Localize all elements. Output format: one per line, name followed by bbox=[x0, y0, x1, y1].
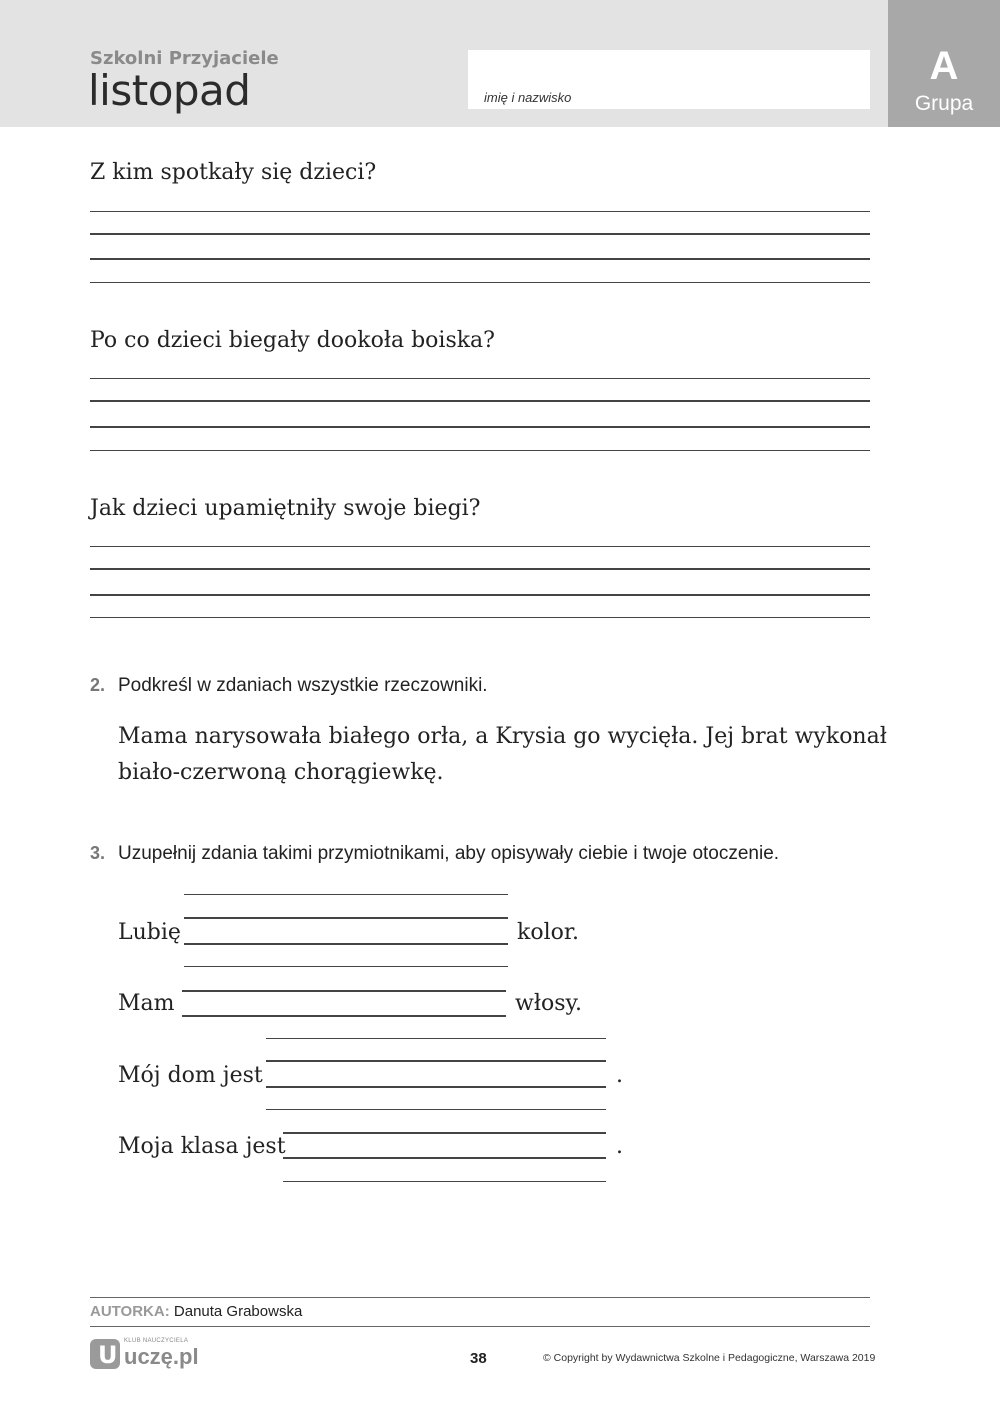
fill-line[interactable] bbox=[266, 1109, 606, 1110]
answer-line[interactable] bbox=[90, 211, 870, 212]
fill-line[interactable] bbox=[184, 943, 508, 945]
fill-line[interactable] bbox=[182, 1015, 506, 1017]
fill-line[interactable] bbox=[266, 1038, 606, 1039]
answer-line[interactable] bbox=[90, 450, 870, 451]
page-number: 38 bbox=[470, 1350, 487, 1367]
month-title: listopad bbox=[88, 66, 251, 115]
task-2-sentence-line-1: Mama narysowała białego orła, a Krysia go wycięła. Jej brat wykonał bbox=[118, 724, 887, 749]
answer-line[interactable] bbox=[90, 568, 870, 570]
task-3-instruction: Uzupełnij zdania takimi przymiotnikami, aby opisywały ciebie i twoje otoczenie. bbox=[118, 843, 780, 864]
answer-line[interactable] bbox=[90, 258, 870, 260]
task-2-number: 2. bbox=[90, 675, 106, 695]
task-2-instruction: Podkreśl w zdaniach wszystkie rzeczowniki. bbox=[118, 675, 488, 696]
question-1: Z kim spotkały się dzieci? bbox=[90, 160, 377, 185]
series-title: Szkolni Przyjaciele bbox=[90, 48, 279, 69]
fill-line[interactable] bbox=[184, 966, 508, 967]
fill-suffix: kolor. bbox=[517, 920, 579, 945]
author-name: Danuta Grabowska bbox=[173, 1303, 303, 1320]
logo-small-text: KLUB NAUCZYCIELA bbox=[124, 1338, 189, 1344]
fill-line[interactable] bbox=[182, 990, 506, 992]
answer-line[interactable] bbox=[90, 400, 870, 402]
answer-line[interactable] bbox=[90, 282, 870, 283]
footer-rule-bottom bbox=[90, 1326, 870, 1327]
fill-prefix: Mam bbox=[118, 991, 175, 1016]
question-2: Po co dzieci biegały dookoła boiska? bbox=[90, 328, 495, 353]
fill-prefix: Mój dom jest bbox=[118, 1063, 263, 1088]
fill-suffix: . bbox=[616, 1134, 623, 1159]
task-3-number: 3. bbox=[90, 843, 106, 863]
answer-line[interactable] bbox=[90, 546, 870, 547]
author-key: AUTORKA: bbox=[90, 1303, 170, 1320]
answer-line[interactable] bbox=[90, 617, 870, 618]
author-line bbox=[90, 1303, 302, 1320]
fill-prefix: Moja klasa jest bbox=[118, 1134, 286, 1159]
fill-suffix: włosy. bbox=[515, 991, 582, 1016]
name-field[interactable] bbox=[468, 50, 870, 109]
copyright-text: © Copyright by Wydawnictwa Szkolne i Pedagogiczne, Warszawa 2019 bbox=[543, 1352, 876, 1364]
group-word: Grupa bbox=[914, 92, 974, 115]
name-field-label: imię i nazwisko bbox=[484, 90, 572, 105]
task-2-sentence-line-2: biało-czerwoną chorągiewkę. bbox=[118, 760, 444, 785]
group-letter: A bbox=[929, 44, 959, 88]
question-3: Jak dzieci upamiętniły swoje biegi? bbox=[90, 496, 481, 521]
fill-line[interactable] bbox=[283, 1132, 606, 1134]
publisher-logo bbox=[90, 1336, 220, 1372]
answer-line[interactable] bbox=[90, 378, 870, 379]
footer-rule-top bbox=[90, 1297, 870, 1298]
fill-suffix: . bbox=[616, 1063, 623, 1088]
fill-prefix: Lubię bbox=[118, 920, 181, 945]
fill-line[interactable] bbox=[184, 894, 508, 895]
answer-line[interactable] bbox=[90, 233, 870, 235]
fill-line[interactable] bbox=[283, 1157, 606, 1159]
fill-line[interactable] bbox=[184, 917, 508, 919]
answer-line[interactable] bbox=[90, 594, 870, 596]
logo-text: uczę.pl bbox=[124, 1344, 199, 1369]
fill-line[interactable] bbox=[266, 1060, 606, 1062]
fill-line[interactable] bbox=[283, 1181, 606, 1182]
logo-letter: U bbox=[98, 1341, 118, 1369]
group-tab bbox=[888, 0, 1000, 127]
fill-line[interactable] bbox=[266, 1086, 606, 1088]
answer-line[interactable] bbox=[90, 426, 870, 428]
